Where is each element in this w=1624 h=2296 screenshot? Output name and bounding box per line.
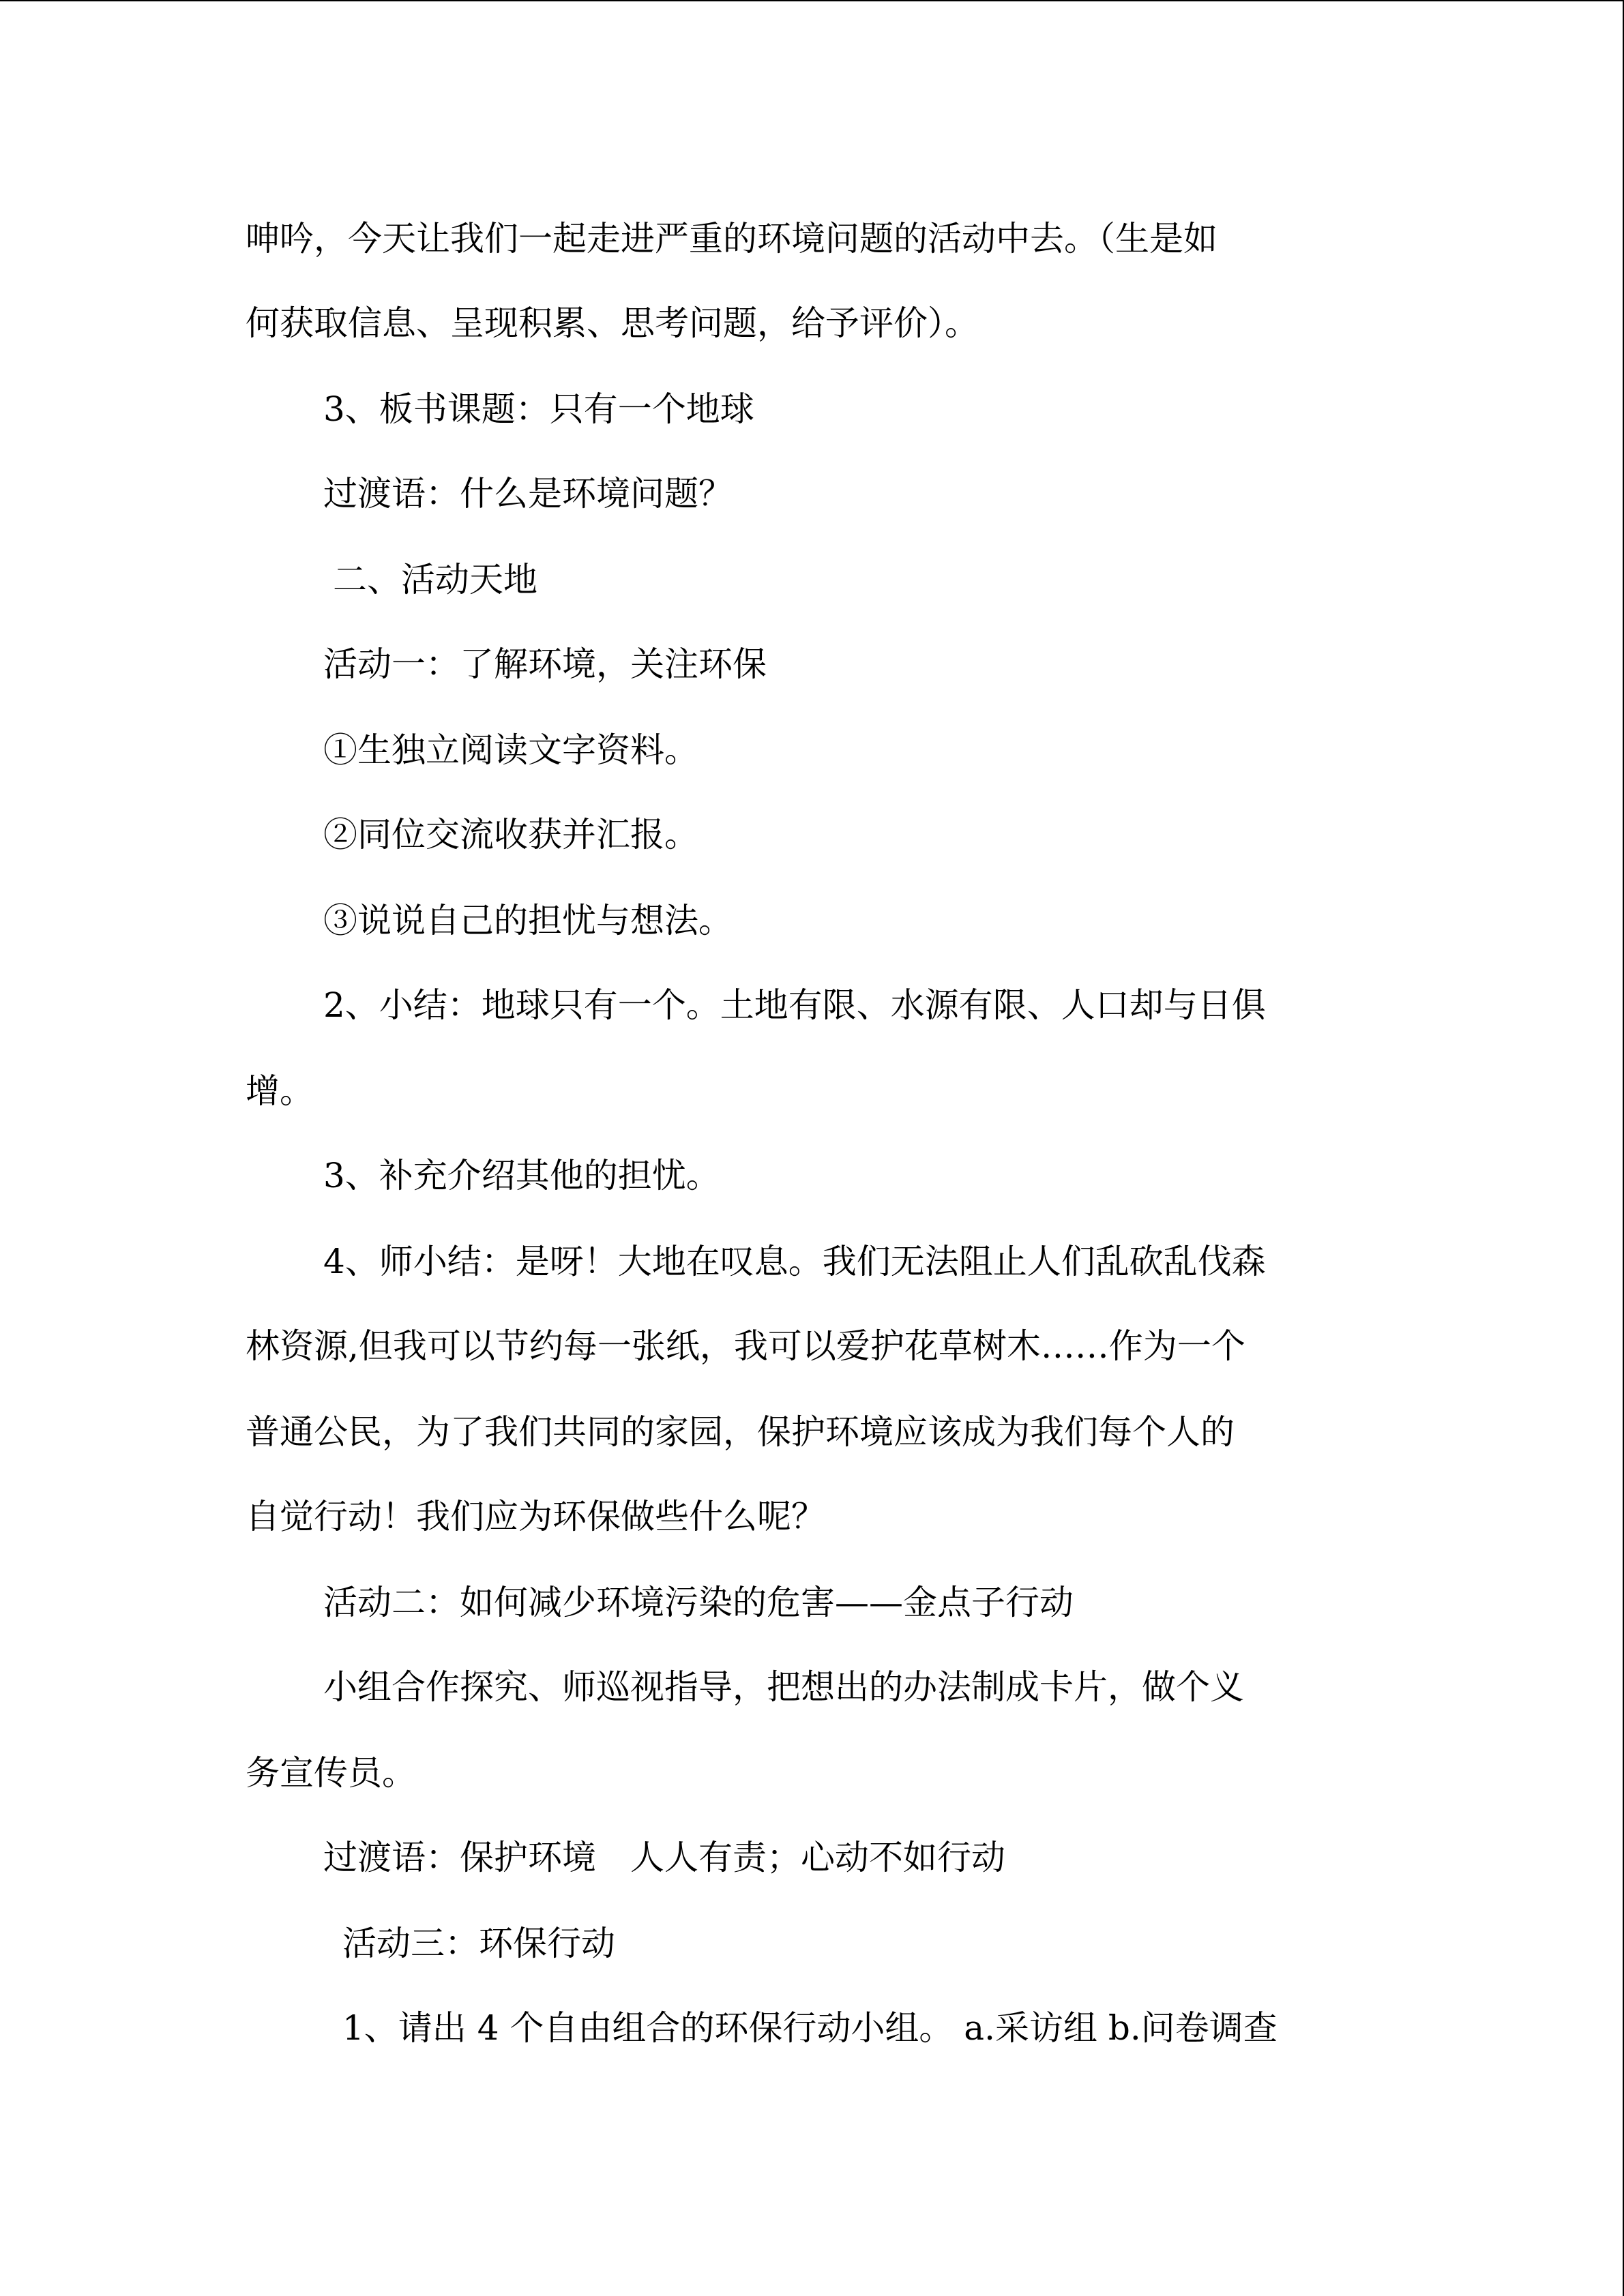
paragraph-line: 过渡语：什么是环境问题？ [323,474,733,513]
paragraph-line: 增。 [246,1071,314,1111]
paragraph-line: 何获取信息、呈现积累、思考问题，给予评价）。 [246,303,979,343]
paragraph-line: 过渡语：保护环境 人人有责；心动不如行动 [323,1838,1005,1877]
list-item: ③说说自己的担忧与想法。 [323,901,733,940]
paragraph-line: 活动一：了解环境，关注环保 [323,644,767,684]
paragraph-line: 呻吟，今天让我们一起走进严重的环境问题的活动中去。（生是如 [246,219,1217,258]
list-item: ②同位交流收获并汇报。 [323,815,698,854]
paragraph-line: 林资源,但我可以节约每一张纸，我可以爱护花草树木……作为一个 [246,1326,1245,1366]
paragraph-line: 普通公民，为了我们共同的家园，保护环境应该成为我们每个人的 [246,1412,1235,1452]
paragraph-line: 务宣传员。 [246,1753,416,1793]
paragraph-line: 活动三：环保行动 [342,1924,615,1963]
paragraph-line: 3、板书课题：只有一个地球 [323,389,754,429]
paragraph-line: 小组合作探究、师巡视指导，把想出的办法制成卡片，做个义 [323,1667,1244,1707]
section-heading: 二、活动天地 [333,560,537,599]
paragraph-line: 2、小结：地球只有一个。土地有限、水源有限、人口却与日俱 [323,985,1266,1025]
paragraph-line: 自觉行动！我们应为环保做些什么呢？ [246,1497,825,1536]
paragraph-line: 活动二：如何减少环境污染的危害——金点子行动 [323,1583,1074,1622]
paragraph-line: 1、请出 4 个自由组合的环保行动小组。 a.采访组 b.问卷调查 [342,2008,1278,2048]
list-item: ①生独立阅读文字资料。 [323,730,698,770]
paragraph-line: 3、补充介绍其他的担忧。 [323,1156,720,1195]
paragraph-line: 4、师小结：是呀！大地在叹息。我们无法阻止人们乱砍乱伐森 [323,1242,1266,1281]
